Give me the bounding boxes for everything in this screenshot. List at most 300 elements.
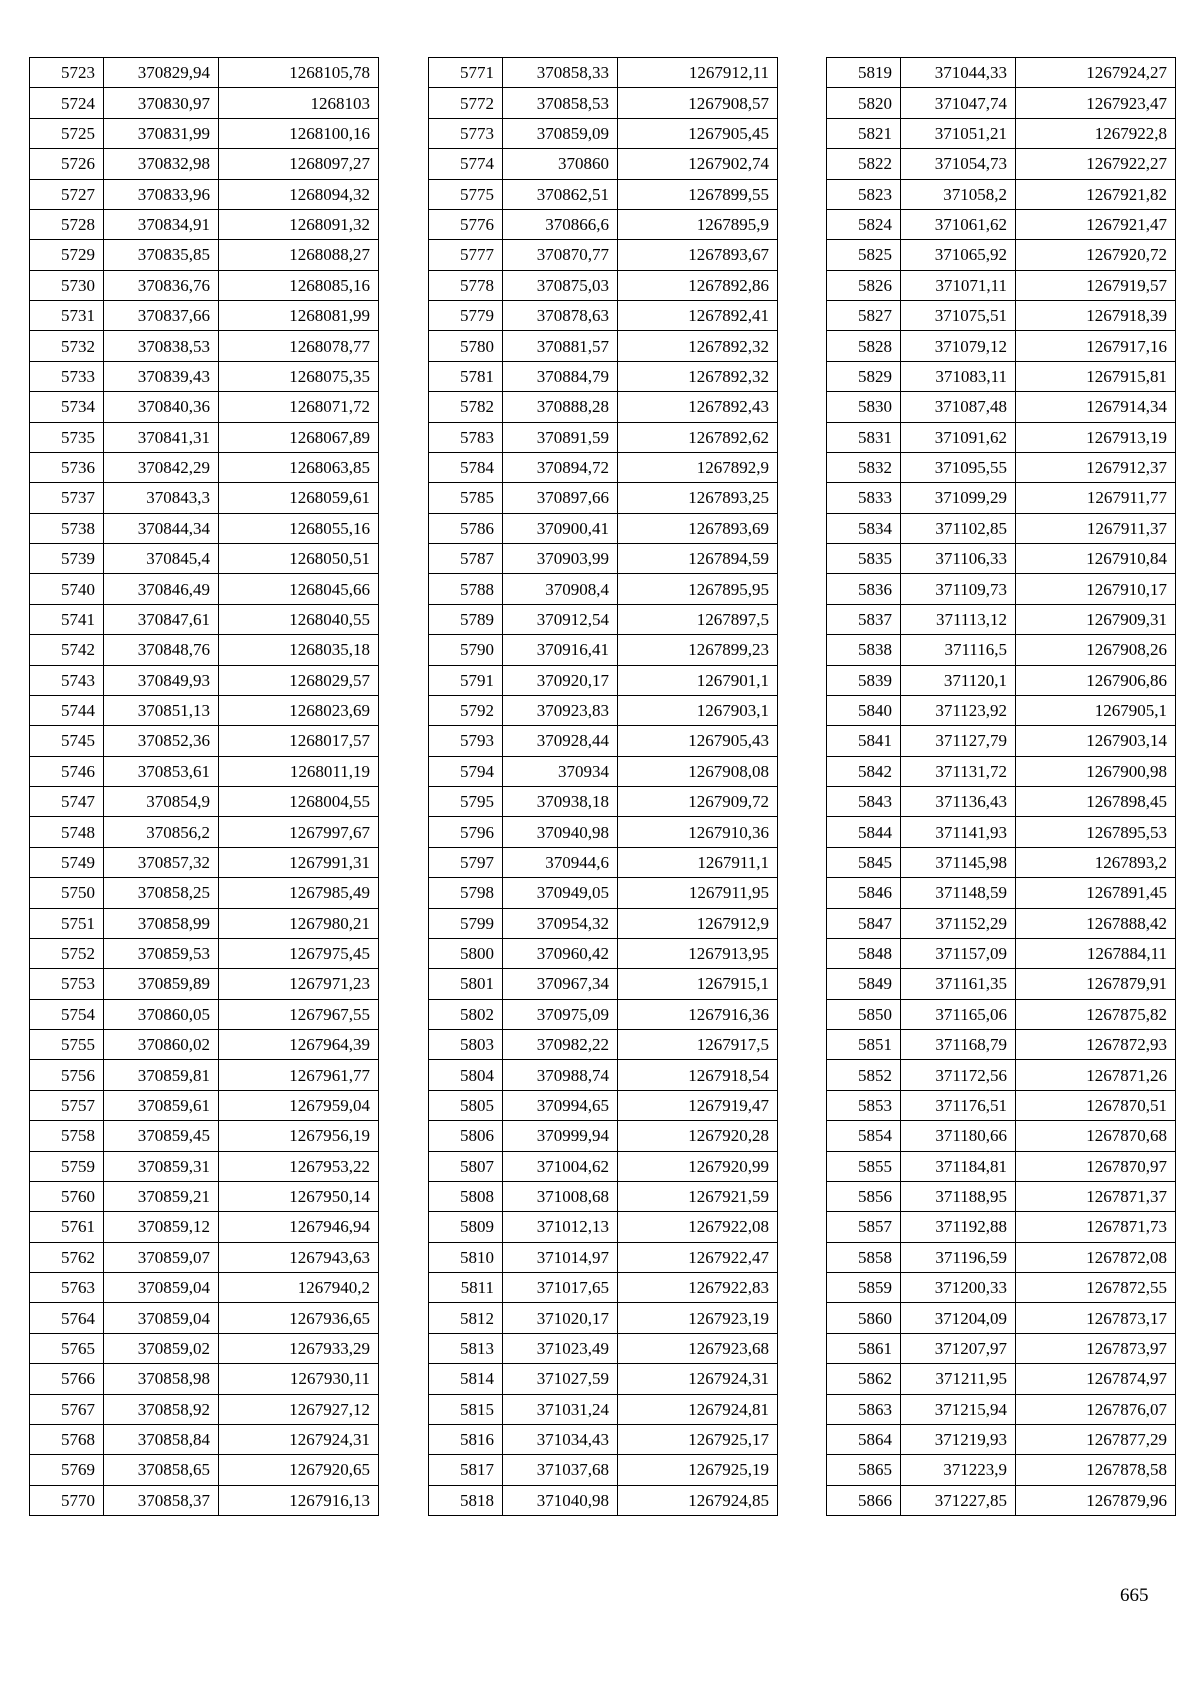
table-row xyxy=(429,1060,778,1090)
point-number-cell: 5832 xyxy=(827,452,901,482)
x-coordinate-cell: 370848,76 xyxy=(104,635,219,665)
point-number-cell: 5738 xyxy=(30,513,104,543)
x-coordinate-cell: 370954,32 xyxy=(503,908,618,938)
y-coordinate-cell: 1267918,54 xyxy=(618,1060,778,1090)
x-coordinate-cell: 370866,6 xyxy=(503,209,618,239)
table-row xyxy=(827,756,1176,786)
y-coordinate-cell: 1267925,17 xyxy=(618,1424,778,1454)
y-coordinate-cell: 1268071,72 xyxy=(219,392,379,422)
table-row xyxy=(827,58,1176,88)
y-coordinate-cell: 1267895,53 xyxy=(1016,817,1176,847)
point-number-cell: 5855 xyxy=(827,1151,901,1181)
x-coordinate-cell: 370940,98 xyxy=(503,817,618,847)
point-number-cell: 5760 xyxy=(30,1181,104,1211)
table-row xyxy=(429,452,778,482)
x-coordinate-cell: 371116,5 xyxy=(901,635,1016,665)
x-coordinate-cell: 371040,98 xyxy=(503,1485,618,1515)
point-number-cell: 5789 xyxy=(429,604,503,634)
x-coordinate-cell: 370839,43 xyxy=(104,361,219,391)
point-number-cell: 5754 xyxy=(30,999,104,1029)
y-coordinate-cell: 1267895,95 xyxy=(618,574,778,604)
table-row xyxy=(30,1455,379,1485)
x-coordinate-cell: 370859,45 xyxy=(104,1121,219,1151)
y-coordinate-cell: 1268029,57 xyxy=(219,665,379,695)
x-coordinate-cell: 370859,12 xyxy=(104,1212,219,1242)
x-coordinate-cell: 370845,4 xyxy=(104,544,219,574)
x-coordinate-cell: 370836,76 xyxy=(104,270,219,300)
point-number-cell: 5850 xyxy=(827,999,901,1029)
y-coordinate-cell: 1268067,89 xyxy=(219,422,379,452)
x-coordinate-cell: 371120,1 xyxy=(901,665,1016,695)
table-row xyxy=(827,452,1176,482)
x-coordinate-cell: 370834,91 xyxy=(104,209,219,239)
table-row xyxy=(429,422,778,452)
y-coordinate-cell: 1268105,78 xyxy=(219,58,379,88)
point-number-cell: 5777 xyxy=(429,240,503,270)
y-coordinate-cell: 1268091,32 xyxy=(219,209,379,239)
table-row xyxy=(429,1212,778,1242)
point-number-cell: 5799 xyxy=(429,908,503,938)
point-number-cell: 5743 xyxy=(30,665,104,695)
point-number-cell: 5826 xyxy=(827,270,901,300)
table-row xyxy=(827,1060,1176,1090)
y-coordinate-cell: 1267902,74 xyxy=(618,149,778,179)
x-coordinate-cell: 371131,72 xyxy=(901,756,1016,786)
table-row xyxy=(429,635,778,665)
x-coordinate-cell: 370843,3 xyxy=(104,483,219,513)
y-coordinate-cell: 1267901,1 xyxy=(618,665,778,695)
y-coordinate-cell: 1267980,21 xyxy=(219,908,379,938)
y-coordinate-cell: 1267930,11 xyxy=(219,1364,379,1394)
table-row xyxy=(429,938,778,968)
point-number-cell: 5863 xyxy=(827,1394,901,1424)
point-number-cell: 5776 xyxy=(429,209,503,239)
table-row xyxy=(429,574,778,604)
y-coordinate-cell: 1267911,77 xyxy=(1016,483,1176,513)
table-row xyxy=(30,635,379,665)
y-coordinate-cell: 1267914,34 xyxy=(1016,392,1176,422)
x-coordinate-cell: 371027,59 xyxy=(503,1364,618,1394)
y-coordinate-cell: 1267915,81 xyxy=(1016,361,1176,391)
table-row xyxy=(827,787,1176,817)
table-row xyxy=(429,847,778,877)
x-coordinate-cell: 370894,72 xyxy=(503,452,618,482)
point-number-cell: 5795 xyxy=(429,787,503,817)
point-number-cell: 5734 xyxy=(30,392,104,422)
point-number-cell: 5859 xyxy=(827,1273,901,1303)
point-number-cell: 5755 xyxy=(30,1030,104,1060)
table-row xyxy=(429,392,778,422)
table-row xyxy=(429,1151,778,1181)
point-number-cell: 5728 xyxy=(30,209,104,239)
point-number-cell: 5824 xyxy=(827,209,901,239)
x-coordinate-cell: 371065,92 xyxy=(901,240,1016,270)
y-coordinate-cell: 1267916,13 xyxy=(219,1485,379,1515)
point-number-cell: 5811 xyxy=(429,1273,503,1303)
y-coordinate-cell: 1267940,2 xyxy=(219,1273,379,1303)
point-number-cell: 5744 xyxy=(30,695,104,725)
point-number-cell: 5771 xyxy=(429,58,503,88)
table-row xyxy=(30,1273,379,1303)
x-coordinate-cell: 371219,93 xyxy=(901,1424,1016,1454)
y-coordinate-cell: 1267975,45 xyxy=(219,938,379,968)
table-row xyxy=(30,908,379,938)
coordinates-table-2 xyxy=(428,57,778,1516)
y-coordinate-cell: 1267910,17 xyxy=(1016,574,1176,604)
point-number-cell: 5833 xyxy=(827,483,901,513)
x-coordinate-cell: 370988,74 xyxy=(503,1060,618,1090)
table-row xyxy=(30,1060,379,1090)
y-coordinate-cell: 1267917,5 xyxy=(618,1030,778,1060)
x-coordinate-cell: 370857,32 xyxy=(104,847,219,877)
table-row xyxy=(30,452,379,482)
x-coordinate-cell: 371071,11 xyxy=(901,270,1016,300)
point-number-cell: 5758 xyxy=(30,1121,104,1151)
point-number-cell: 5831 xyxy=(827,422,901,452)
y-coordinate-cell: 1268035,18 xyxy=(219,635,379,665)
x-coordinate-cell: 370856,2 xyxy=(104,817,219,847)
table-row xyxy=(30,392,379,422)
x-coordinate-cell: 371020,17 xyxy=(503,1303,618,1333)
y-coordinate-cell: 1267997,67 xyxy=(219,817,379,847)
point-number-cell: 5834 xyxy=(827,513,901,543)
x-coordinate-cell: 371054,73 xyxy=(901,149,1016,179)
table-row xyxy=(30,1303,379,1333)
table-row xyxy=(30,240,379,270)
point-number-cell: 5856 xyxy=(827,1181,901,1211)
table-row xyxy=(429,483,778,513)
x-coordinate-cell: 371127,79 xyxy=(901,726,1016,756)
table-row xyxy=(429,999,778,1029)
x-coordinate-cell: 370858,53 xyxy=(503,88,618,118)
y-coordinate-cell: 1267898,45 xyxy=(1016,787,1176,817)
point-number-cell: 5752 xyxy=(30,938,104,968)
y-coordinate-cell: 1267909,72 xyxy=(618,787,778,817)
table-row xyxy=(827,1424,1176,1454)
y-coordinate-cell: 1267893,69 xyxy=(618,513,778,543)
y-coordinate-cell: 1268063,85 xyxy=(219,452,379,482)
x-coordinate-cell: 371099,29 xyxy=(901,483,1016,513)
table-row xyxy=(429,209,778,239)
table-row xyxy=(827,270,1176,300)
table-row xyxy=(827,1212,1176,1242)
table-row xyxy=(429,1364,778,1394)
point-number-cell: 5748 xyxy=(30,817,104,847)
point-number-cell: 5852 xyxy=(827,1060,901,1090)
table-row xyxy=(30,756,379,786)
point-number-cell: 5769 xyxy=(30,1455,104,1485)
table-row xyxy=(827,635,1176,665)
x-coordinate-cell: 370859,04 xyxy=(104,1303,219,1333)
x-coordinate-cell: 371211,95 xyxy=(901,1364,1016,1394)
y-coordinate-cell: 1267879,96 xyxy=(1016,1485,1176,1515)
x-coordinate-cell: 371075,51 xyxy=(901,301,1016,331)
point-number-cell: 5839 xyxy=(827,665,901,695)
table-row xyxy=(429,969,778,999)
x-coordinate-cell: 370859,07 xyxy=(104,1242,219,1272)
x-coordinate-cell: 370912,54 xyxy=(503,604,618,634)
y-coordinate-cell: 1267919,47 xyxy=(618,1090,778,1120)
y-coordinate-cell: 1267923,68 xyxy=(618,1333,778,1363)
x-coordinate-cell: 370844,34 xyxy=(104,513,219,543)
x-coordinate-cell: 370847,61 xyxy=(104,604,219,634)
y-coordinate-cell: 1267920,65 xyxy=(219,1455,379,1485)
table-row xyxy=(429,817,778,847)
table-row xyxy=(30,1394,379,1424)
x-coordinate-cell: 370891,59 xyxy=(503,422,618,452)
table-row xyxy=(827,908,1176,938)
table-row xyxy=(30,1333,379,1363)
y-coordinate-cell: 1268088,27 xyxy=(219,240,379,270)
y-coordinate-cell: 1267919,57 xyxy=(1016,270,1176,300)
table-row xyxy=(30,513,379,543)
x-coordinate-cell: 370829,94 xyxy=(104,58,219,88)
y-coordinate-cell: 1267871,73 xyxy=(1016,1212,1176,1242)
table-row xyxy=(429,756,778,786)
table-row xyxy=(827,1485,1176,1515)
point-number-cell: 5847 xyxy=(827,908,901,938)
point-number-cell: 5788 xyxy=(429,574,503,604)
table-row xyxy=(827,1303,1176,1333)
table-row xyxy=(429,88,778,118)
x-coordinate-cell: 370853,61 xyxy=(104,756,219,786)
x-coordinate-cell: 371091,62 xyxy=(901,422,1016,452)
table-row xyxy=(30,88,379,118)
y-coordinate-cell: 1267871,37 xyxy=(1016,1181,1176,1211)
point-number-cell: 5781 xyxy=(429,361,503,391)
table-row xyxy=(827,331,1176,361)
x-coordinate-cell: 370916,41 xyxy=(503,635,618,665)
y-coordinate-cell: 1267873,97 xyxy=(1016,1333,1176,1363)
y-coordinate-cell: 1267925,19 xyxy=(618,1455,778,1485)
x-coordinate-cell: 371023,49 xyxy=(503,1333,618,1363)
table-row xyxy=(827,604,1176,634)
point-number-cell: 5807 xyxy=(429,1151,503,1181)
point-number-cell: 5729 xyxy=(30,240,104,270)
point-number-cell: 5862 xyxy=(827,1364,901,1394)
point-number-cell: 5746 xyxy=(30,756,104,786)
x-coordinate-cell: 370859,53 xyxy=(104,938,219,968)
table-row xyxy=(30,331,379,361)
table-row xyxy=(429,118,778,148)
y-coordinate-cell: 1267892,86 xyxy=(618,270,778,300)
table-row xyxy=(30,1151,379,1181)
x-coordinate-cell: 370975,09 xyxy=(503,999,618,1029)
table-row xyxy=(827,1030,1176,1060)
table-row xyxy=(30,1181,379,1211)
table-row xyxy=(827,422,1176,452)
table-row xyxy=(30,209,379,239)
y-coordinate-cell: 1268017,57 xyxy=(219,726,379,756)
table-row xyxy=(429,908,778,938)
point-number-cell: 5796 xyxy=(429,817,503,847)
x-coordinate-cell: 370949,05 xyxy=(503,878,618,908)
table-row xyxy=(429,1181,778,1211)
point-number-cell: 5745 xyxy=(30,726,104,756)
point-number-cell: 5865 xyxy=(827,1455,901,1485)
point-number-cell: 5820 xyxy=(827,88,901,118)
point-number-cell: 5864 xyxy=(827,1424,901,1454)
x-coordinate-cell: 370897,66 xyxy=(503,483,618,513)
y-coordinate-cell: 1267891,45 xyxy=(1016,878,1176,908)
table-row xyxy=(827,1333,1176,1363)
point-number-cell: 5794 xyxy=(429,756,503,786)
table-row xyxy=(827,1273,1176,1303)
table-row xyxy=(429,1273,778,1303)
table-row xyxy=(429,331,778,361)
point-number-cell: 5739 xyxy=(30,544,104,574)
y-coordinate-cell: 1267920,28 xyxy=(618,1121,778,1151)
y-coordinate-cell: 1267959,04 xyxy=(219,1090,379,1120)
x-coordinate-cell: 370881,57 xyxy=(503,331,618,361)
y-coordinate-cell: 1267924,85 xyxy=(618,1485,778,1515)
point-number-cell: 5835 xyxy=(827,544,901,574)
table-row xyxy=(30,695,379,725)
x-coordinate-cell: 371051,21 xyxy=(901,118,1016,148)
y-coordinate-cell: 1268059,61 xyxy=(219,483,379,513)
x-coordinate-cell: 371161,35 xyxy=(901,969,1016,999)
y-coordinate-cell: 1267874,97 xyxy=(1016,1364,1176,1394)
y-coordinate-cell: 1267953,22 xyxy=(219,1151,379,1181)
point-number-cell: 5723 xyxy=(30,58,104,88)
y-coordinate-cell: 1267923,19 xyxy=(618,1303,778,1333)
x-coordinate-cell: 371044,33 xyxy=(901,58,1016,88)
table-row xyxy=(429,1394,778,1424)
point-number-cell: 5793 xyxy=(429,726,503,756)
y-coordinate-cell: 1267895,9 xyxy=(618,209,778,239)
x-coordinate-cell: 371223,9 xyxy=(901,1455,1016,1485)
y-coordinate-cell: 1267903,1 xyxy=(618,695,778,725)
point-number-cell: 5866 xyxy=(827,1485,901,1515)
x-coordinate-cell: 371136,43 xyxy=(901,787,1016,817)
x-coordinate-cell: 370830,97 xyxy=(104,88,219,118)
table-row xyxy=(30,665,379,695)
x-coordinate-cell: 370858,99 xyxy=(104,908,219,938)
y-coordinate-cell: 1267961,77 xyxy=(219,1060,379,1090)
point-number-cell: 5805 xyxy=(429,1090,503,1120)
x-coordinate-cell: 371014,97 xyxy=(503,1242,618,1272)
x-coordinate-cell: 371109,73 xyxy=(901,574,1016,604)
point-number-cell: 5768 xyxy=(30,1424,104,1454)
y-coordinate-cell: 1267870,51 xyxy=(1016,1090,1176,1120)
x-coordinate-cell: 371087,48 xyxy=(901,392,1016,422)
x-coordinate-cell: 370884,79 xyxy=(503,361,618,391)
x-coordinate-cell: 370862,51 xyxy=(503,179,618,209)
y-coordinate-cell: 1267892,43 xyxy=(618,392,778,422)
y-coordinate-cell: 1267905,45 xyxy=(618,118,778,148)
x-coordinate-cell: 370875,03 xyxy=(503,270,618,300)
point-number-cell: 5804 xyxy=(429,1060,503,1090)
x-coordinate-cell: 370994,65 xyxy=(503,1090,618,1120)
y-coordinate-cell: 1268075,35 xyxy=(219,361,379,391)
point-number-cell: 5753 xyxy=(30,969,104,999)
y-coordinate-cell: 1267924,31 xyxy=(219,1424,379,1454)
table-row xyxy=(827,665,1176,695)
table-row xyxy=(827,118,1176,148)
point-number-cell: 5806 xyxy=(429,1121,503,1151)
point-number-cell: 5749 xyxy=(30,847,104,877)
point-number-cell: 5783 xyxy=(429,422,503,452)
table-row xyxy=(429,179,778,209)
point-number-cell: 5845 xyxy=(827,847,901,877)
x-coordinate-cell: 371172,56 xyxy=(901,1060,1016,1090)
y-coordinate-cell: 1267873,17 xyxy=(1016,1303,1176,1333)
y-coordinate-cell: 1267894,59 xyxy=(618,544,778,574)
y-coordinate-cell: 1267924,31 xyxy=(618,1364,778,1394)
point-number-cell: 5786 xyxy=(429,513,503,543)
page-number: 665 xyxy=(1120,1585,1149,1606)
x-coordinate-cell: 370837,66 xyxy=(104,301,219,331)
y-coordinate-cell: 1267912,9 xyxy=(618,908,778,938)
y-coordinate-cell: 1267893,25 xyxy=(618,483,778,513)
table-row xyxy=(827,878,1176,908)
table-row xyxy=(827,1090,1176,1120)
point-number-cell: 5759 xyxy=(30,1151,104,1181)
y-coordinate-cell: 1268050,51 xyxy=(219,544,379,574)
y-coordinate-cell: 1267872,08 xyxy=(1016,1242,1176,1272)
table-row xyxy=(30,1121,379,1151)
x-coordinate-cell: 370849,93 xyxy=(104,665,219,695)
point-number-cell: 5747 xyxy=(30,787,104,817)
table-row xyxy=(429,149,778,179)
table-row xyxy=(30,938,379,968)
y-coordinate-cell: 1267924,81 xyxy=(618,1394,778,1424)
point-number-cell: 5800 xyxy=(429,938,503,968)
x-coordinate-cell: 370934 xyxy=(503,756,618,786)
table-row xyxy=(429,878,778,908)
y-coordinate-cell: 1267892,62 xyxy=(618,422,778,452)
table-row xyxy=(30,58,379,88)
table-row xyxy=(429,1030,778,1060)
x-coordinate-cell: 370859,09 xyxy=(503,118,618,148)
table-row xyxy=(429,665,778,695)
point-number-cell: 5780 xyxy=(429,331,503,361)
x-coordinate-cell: 370833,96 xyxy=(104,179,219,209)
y-coordinate-cell: 1267897,5 xyxy=(618,604,778,634)
y-coordinate-cell: 1267911,1 xyxy=(618,847,778,877)
y-coordinate-cell: 1268023,69 xyxy=(219,695,379,725)
table-row xyxy=(827,149,1176,179)
table-row xyxy=(429,1333,778,1363)
table-row xyxy=(429,695,778,725)
point-number-cell: 5787 xyxy=(429,544,503,574)
table-row xyxy=(30,604,379,634)
x-coordinate-cell: 371102,85 xyxy=(901,513,1016,543)
table-row xyxy=(30,574,379,604)
table-row xyxy=(827,695,1176,725)
x-coordinate-cell: 371141,93 xyxy=(901,817,1016,847)
y-coordinate-cell: 1267875,82 xyxy=(1016,999,1176,1029)
table-row xyxy=(827,938,1176,968)
table-row xyxy=(429,1485,778,1515)
point-number-cell: 5819 xyxy=(827,58,901,88)
table-row xyxy=(429,1303,778,1333)
y-coordinate-cell: 1267964,39 xyxy=(219,1030,379,1060)
table-row xyxy=(30,878,379,908)
y-coordinate-cell: 1268078,77 xyxy=(219,331,379,361)
y-coordinate-cell: 1267905,1 xyxy=(1016,695,1176,725)
table-row xyxy=(827,301,1176,331)
table-row xyxy=(827,483,1176,513)
table-row xyxy=(827,1151,1176,1181)
table-row xyxy=(827,1242,1176,1272)
y-coordinate-cell: 1267909,31 xyxy=(1016,604,1176,634)
point-number-cell: 5828 xyxy=(827,331,901,361)
x-coordinate-cell: 370854,9 xyxy=(104,787,219,817)
table-row xyxy=(827,513,1176,543)
y-coordinate-cell: 1268097,27 xyxy=(219,149,379,179)
table-row xyxy=(30,149,379,179)
